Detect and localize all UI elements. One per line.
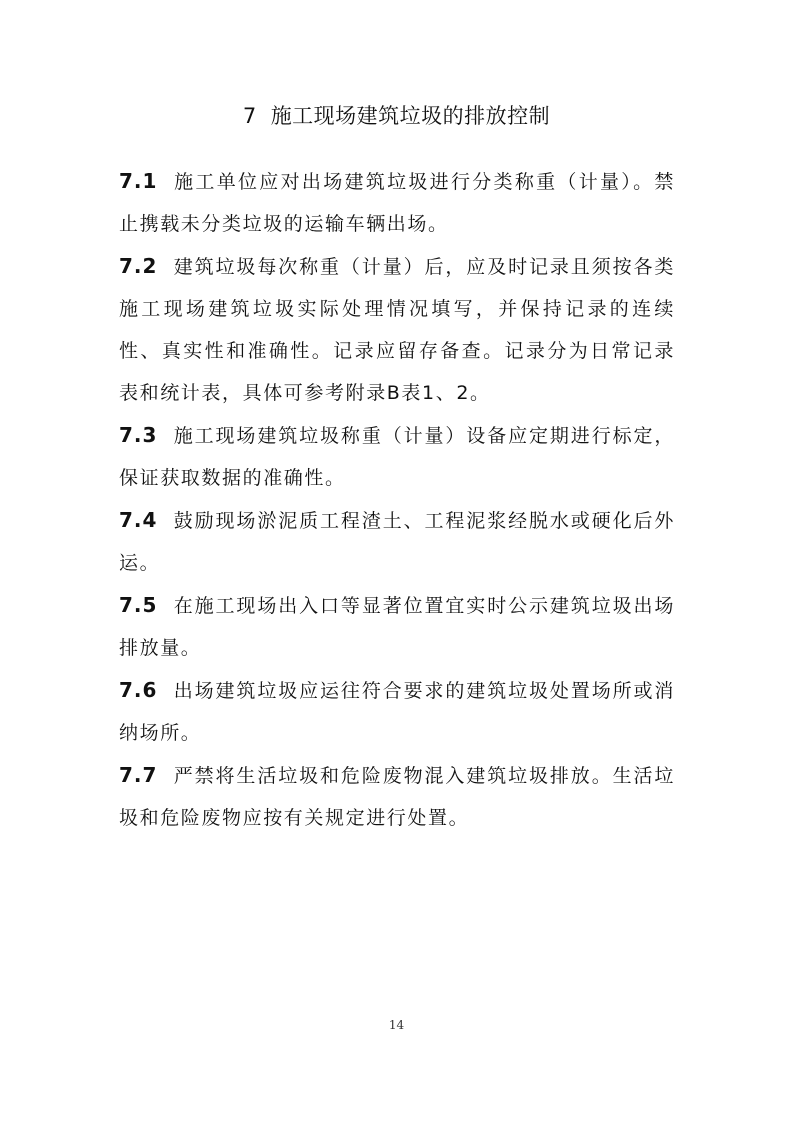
- clause-7-5: [119, 584, 675, 669]
- clause-7-3: [119, 414, 675, 499]
- clause-text: 鼓励现场淤泥质工程渣土、工程泥浆经脱水或硬化后外运。: [119, 510, 675, 574]
- clause-number: 7.5: [119, 593, 158, 617]
- clause-number: 7.4: [119, 508, 158, 532]
- clause-number: 7.2: [119, 254, 158, 278]
- clause-number: 7.1: [119, 169, 158, 193]
- clause-text: 在施工现场出入口等显著位置宜实时公示建筑垃圾出场排放量。: [119, 595, 675, 659]
- section-number: 7: [242, 104, 257, 128]
- clause-number: 7.7: [119, 763, 158, 787]
- clause-number: 7.3: [119, 423, 158, 447]
- clause-text: 施工单位应对出场建筑垃圾进行分类称重（计量）。禁止携载未分类垃圾的运输车辆出场。: [119, 171, 675, 235]
- clause-text: 建筑垃圾每次称重（计量）后，应及时记录且须按各类施工现场建筑垃圾实际处理情况填写，并保持记录的连续性、真实性和准确性。记录应留存备查。记录分为日常记录表和统计表，具体可参考附录B表1、2。: [119, 256, 675, 404]
- clause-7-2: [119, 245, 675, 414]
- clause-text: 严禁将生活垃圾和危险废物混入建筑垃圾排放。生活垃圾和危险废物应按有关规定进行处置。: [119, 765, 675, 829]
- clause-text: 出场建筑垃圾应运往符合要求的建筑垃圾处置场所或消纳场所。: [119, 680, 675, 744]
- section-heading: [0, 101, 793, 131]
- clause-7-1: [119, 160, 675, 245]
- page-number: 14: [388, 1018, 405, 1032]
- clause-7-6: [119, 669, 675, 754]
- section-title: 施工现场建筑垃圾的排放控制: [270, 104, 551, 128]
- clause-text: 施工现场建筑垃圾称重（计量）设备应定期进行标定，保证获取数据的准确性。: [119, 425, 675, 489]
- clause-7-4: [119, 499, 675, 584]
- clause-7-7: [119, 754, 675, 839]
- clause-number: 7.6: [119, 678, 158, 702]
- section-body: [119, 160, 675, 839]
